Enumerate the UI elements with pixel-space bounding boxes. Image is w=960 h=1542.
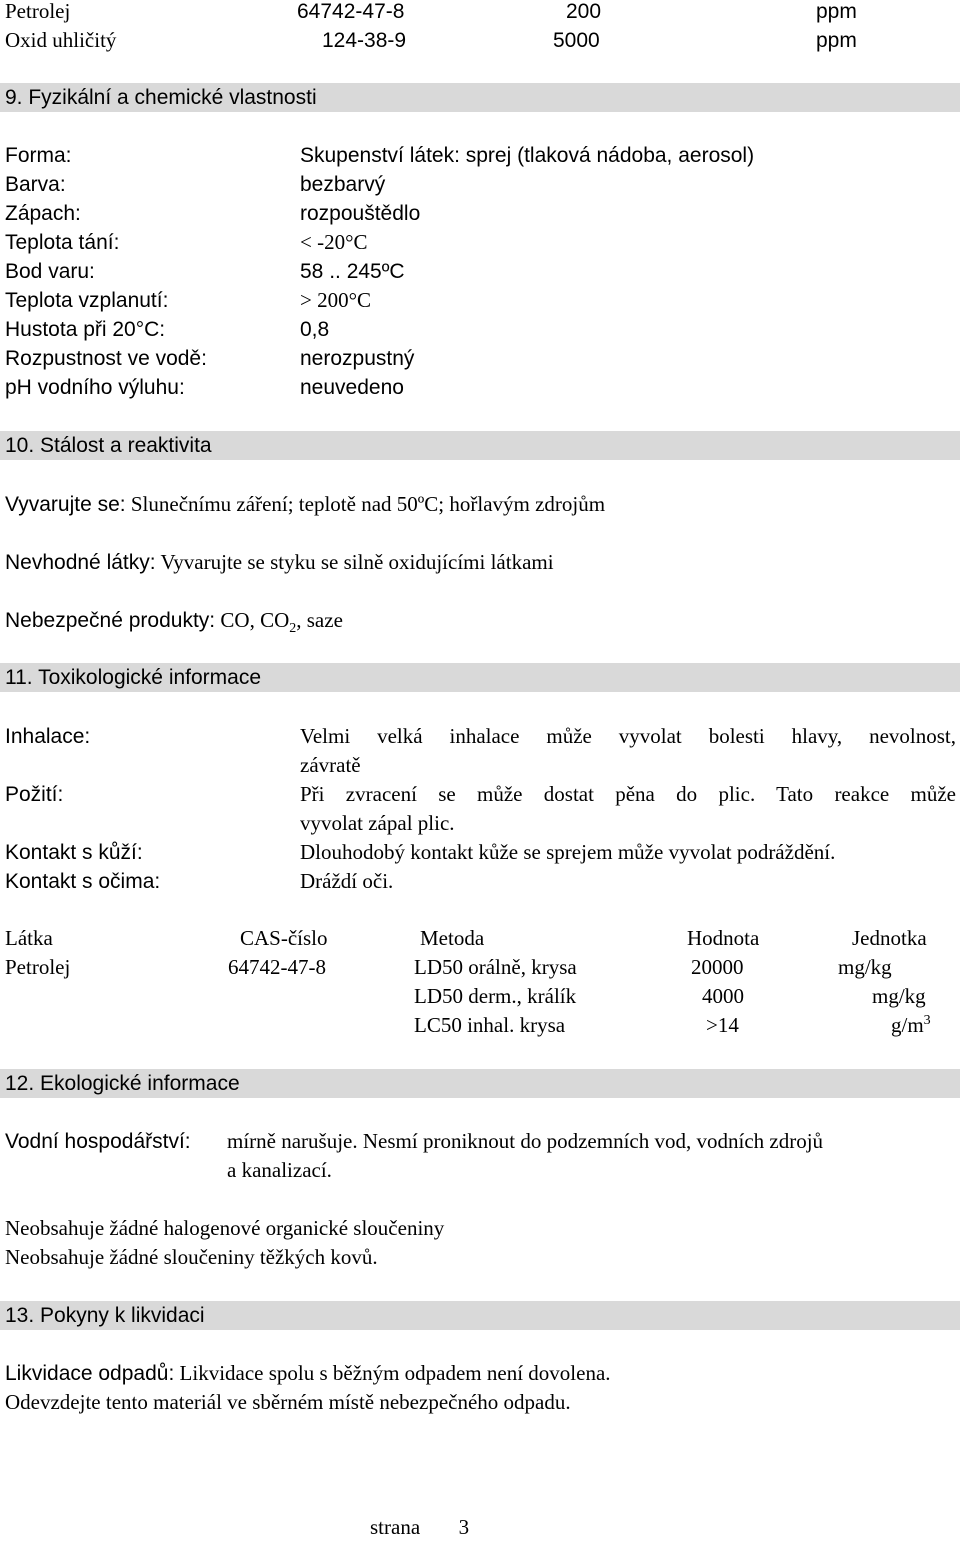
section-heading-12 bbox=[0, 1069, 960, 1098]
limit-value: 5000 bbox=[553, 29, 600, 52]
inhalation-label: Inhalace: bbox=[5, 725, 91, 748]
hazardous-products bbox=[5, 606, 343, 635]
property-label: Bod varu: bbox=[5, 260, 95, 283]
hazardous-subscript: 2 bbox=[289, 621, 297, 637]
section-title: 10. Stálost a reaktivita bbox=[5, 434, 212, 457]
table-cell-unit bbox=[891, 1011, 931, 1040]
property-label: Forma: bbox=[5, 144, 72, 167]
water-text-cont: a kanalizací. bbox=[227, 1158, 332, 1182]
page-number: 3 bbox=[458, 1515, 470, 1539]
inhalation-text-cont: závratě bbox=[300, 753, 361, 777]
ecology-note: Neobsahuje žádné sloučeniny těžkých kovů. bbox=[5, 1245, 378, 1269]
table-cell-value: >14 bbox=[706, 1013, 739, 1037]
table-cell-cas: 64742-47-8 bbox=[228, 955, 326, 979]
ingestion-text: Při zvracení se může dostat pěna do plic. Tato reakce může bbox=[300, 782, 956, 806]
ecology-note: Neobsahuje žádné halogenové organické sloučeniny bbox=[5, 1216, 445, 1240]
water-text: mírně narušuje. Nesmí proniknout do podzemních vod, vodních zdrojů bbox=[227, 1129, 824, 1153]
avoid-conditions bbox=[5, 490, 605, 519]
incompatible-label: Nevhodné látky: bbox=[5, 551, 156, 574]
skin-contact-label: Kontakt s kůží: bbox=[5, 841, 143, 864]
property-label: Zápach: bbox=[5, 202, 81, 225]
limit-cas: 124-38-9 bbox=[322, 29, 407, 52]
property-value: bezbarvý bbox=[300, 173, 386, 196]
section-title: 12. Ekologické informace bbox=[5, 1072, 240, 1095]
ingestion-label: Požití: bbox=[5, 783, 64, 806]
table-cell-value: 20000 bbox=[691, 955, 744, 979]
limit-name: Oxid uhličitý bbox=[5, 28, 117, 52]
section-heading-10 bbox=[0, 431, 960, 460]
unit-text: g/m bbox=[891, 1013, 924, 1037]
property-value: rozpouštědlo bbox=[300, 202, 421, 225]
hazardous-text: CO, CO bbox=[220, 608, 290, 632]
property-value: 58 .. 245ºC bbox=[300, 260, 405, 283]
section-heading-11 bbox=[0, 663, 960, 692]
eye-contact-text: Dráždí oči. bbox=[300, 869, 394, 893]
section-heading-9 bbox=[0, 83, 960, 112]
section-heading-13 bbox=[0, 1301, 960, 1330]
inhalation-text: Velmi velká inhalace může vyvolat bolesti hlavy, nevolnost, bbox=[300, 724, 956, 748]
property-label: Hustota při 20°C: bbox=[5, 318, 166, 341]
disposal-instruction bbox=[5, 1359, 611, 1388]
property-label: pH vodního výluhu: bbox=[5, 376, 185, 399]
property-value: 0,8 bbox=[300, 318, 330, 341]
table-header-substance: Látka bbox=[5, 926, 53, 950]
disposal-label: Likvidace odpadů: bbox=[5, 1362, 175, 1385]
property-value: > 200°C bbox=[300, 288, 371, 312]
property-value: Skupenství látek: sprej (tlaková nádoba, aerosol) bbox=[300, 144, 755, 167]
limit-unit: ppm bbox=[816, 29, 857, 52]
limit-name: Petrolej bbox=[5, 0, 71, 23]
property-label: Teplota tání: bbox=[5, 231, 120, 254]
table-cell-unit: mg/kg bbox=[872, 984, 926, 1008]
property-value: nerozpustný bbox=[300, 347, 415, 370]
limit-unit: ppm bbox=[816, 0, 857, 23]
ingestion-text-cont: vyvolat zápal plic. bbox=[300, 811, 455, 835]
property-label: Rozpustnost ve vodě: bbox=[5, 347, 207, 370]
water-label: Vodní hospodářství: bbox=[5, 1130, 191, 1153]
page-label: strana bbox=[370, 1515, 421, 1539]
table-cell-method: LC50 inhal. krysa bbox=[414, 1013, 566, 1037]
section-title: 9. Fyzikální a chemické vlastnosti bbox=[5, 86, 317, 109]
disposal-note: Odevzdejte tento materiál ve sběrném místě nebezpečného odpadu. bbox=[5, 1390, 571, 1414]
avoid-label: Vyvarujte se: bbox=[5, 493, 126, 516]
table-header-value: Hodnota bbox=[687, 926, 760, 950]
property-value: neuvedeno bbox=[300, 376, 404, 399]
table-header-method: Metoda bbox=[420, 926, 485, 950]
table-cell-method: LD50 derm., králík bbox=[414, 984, 577, 1008]
table-header-cas: CAS-číslo bbox=[240, 926, 328, 950]
limit-cas: 64742-47-8 bbox=[297, 0, 405, 23]
table-cell-value: 4000 bbox=[702, 984, 744, 1008]
disposal-text: Likvidace spolu s běžným odpadem není dovolena. bbox=[179, 1361, 611, 1385]
page-footer bbox=[370, 1513, 469, 1542]
table-cell-substance: Petrolej bbox=[5, 955, 71, 979]
property-value: < -20°C bbox=[300, 230, 368, 254]
table-header-unit: Jednotka bbox=[852, 926, 927, 950]
section-title: 13. Pokyny k likvidaci bbox=[5, 1304, 205, 1327]
table-cell-unit: mg/kg bbox=[838, 955, 892, 979]
hazardous-label: Nebezpečné produkty: bbox=[5, 609, 216, 632]
property-label: Teplota vzplanutí: bbox=[5, 289, 169, 312]
incompatible-materials bbox=[5, 548, 554, 577]
avoid-text: Slunečnímu záření; teplotě nad 50ºC; hořlavým zdrojům bbox=[130, 492, 606, 516]
property-label: Barva: bbox=[5, 173, 66, 196]
unit-superscript: 3 bbox=[923, 1013, 931, 1028]
hazardous-text-end: , saze bbox=[296, 608, 343, 632]
section-title: 11. Toxikologické informace bbox=[5, 666, 262, 689]
incompatible-text: Vyvarujte se styku se silně oxidujícími látkami bbox=[160, 550, 554, 574]
limit-value: 200 bbox=[566, 0, 602, 23]
table-cell-method: LD50 orálně, krysa bbox=[414, 955, 577, 979]
eye-contact-label: Kontakt s očima: bbox=[5, 870, 161, 893]
skin-contact-text: Dlouhodobý kontakt kůže se sprejem může vyvolat podráždění. bbox=[300, 840, 836, 864]
